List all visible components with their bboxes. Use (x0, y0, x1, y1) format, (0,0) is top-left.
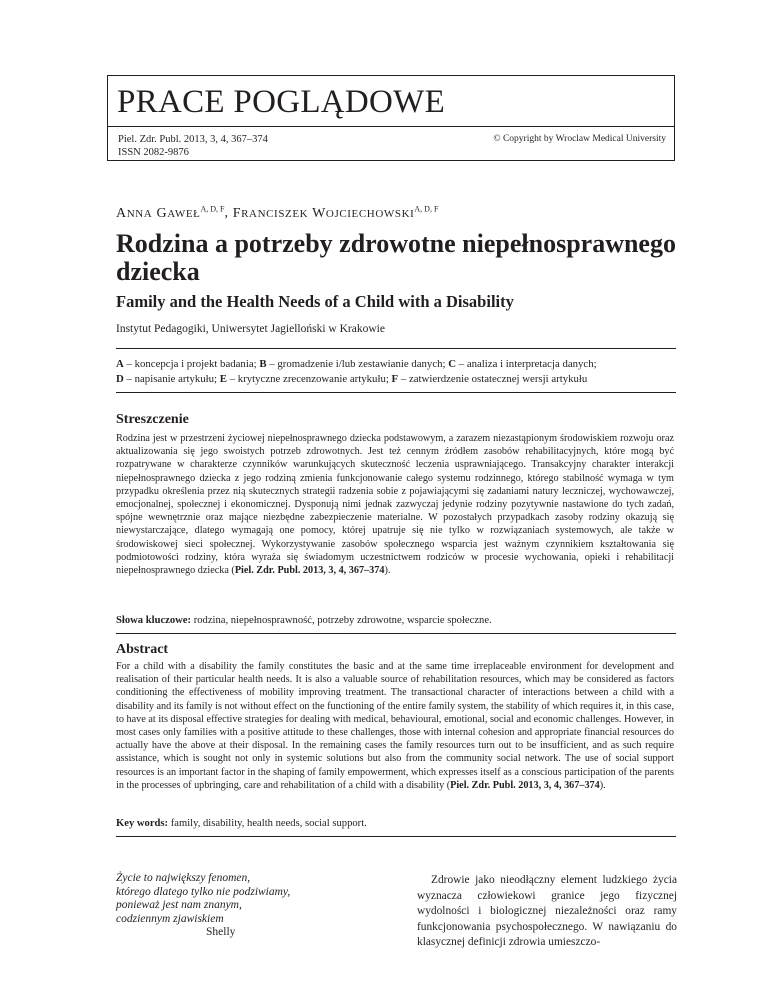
contributions-box: A – koncepcja i projekt badania; B – gromadzenie i/lub zestawianie danych; C – analiza i interpretacja danych; D – napisanie artykułu; E – krytyczne zrecenzowanie artykułu; F – zatwierdzenie ostatecznej wersji artykułu (116, 348, 676, 393)
article-title-english: Family and the Health Needs of a Child with a Disability (116, 292, 514, 311)
header-divider (108, 126, 674, 127)
author-contribution-sup: A, D, F (414, 204, 439, 213)
body-paragraph: Zdrowie jako nieodłączny element ludzkiego życia wyznacza człowiekowi granice jego fizycznej wydolności i biologicznej niezależności oraz ramy funkcjonowania psychospołecznego. W nawiązaniu do klasycznej definicji zdrowia umieszczo- (417, 874, 677, 949)
section-divider (116, 633, 676, 634)
journal-issn: ISSN 2082-9876 (118, 147, 189, 158)
keywords-polish: Słowa kluczowe: rodzina, niepełnosprawność, potrzeby zdrowotne, wsparcie społeczne. (116, 615, 492, 626)
journal-header-box (107, 75, 675, 161)
epigraph-author: Shelly (206, 926, 236, 939)
author-list: ANNA $GAWEŁ^{A, D, F}$, FRANCISZEK $WOJCIECHOWSKI^{A, D, F}$ (116, 204, 439, 221)
streszczenie-text: Rodzina jest w przestrzeni życiowej niepełnosprawnego dziecka podstawowym, a zarazem niezastąpionym środowiskiem rozwoju oraz aktualizowania się jego swoistych potrzeb zdrowotnych. Jest też cennym źródłem zasobów rehabilitacyjnych, które mogą być rozpatrywane w charakterze czynników warunkujących skuteczność leczenia usprawniającego. Transakcyjny charakter interakcji niepełnosprawnego dziecka z jego rodziną zmienia funkcjonowanie całego systemu rodzinnego, którego stabilność wymaga w tym przypadku określenia przez nią skutecznych strategii radzenia sobie z pojawiającymi się zadaniami natury leczniczej, wychowawczej, emocjonalnej, społecznej i ekonomicznej. Dysponują nimi jednak zazwyczaj jedynie rodziny pozytywnie nastawione do tych zadań, spójne wewnętrznie oraz mające niezbędne zabezpieczenie materialne. W pozostałych przypadkach zasoby rodziny okazują się niewystarczające, dlatego wymagają one pomocy, której upatruje się nie tylko w rozwiązaniach systemowych, ale także w środowiskowej sieci społecznej. Wykorzystywanie zasobów społecznego wsparcia jest ważnym czynnikiem kształtowania się podmiotowości rodziny, która wyraża się świadomym uczestnictwem rodziców w procesie wychowania, opieki i rehabilitacji niepełnosprawnego dziecka (Piel. Zdr. Publ. 2013, 3, 4, 367–374). (116, 433, 674, 577)
author-contribution-sup: A, D, F (200, 204, 225, 213)
abstract-heading: Abstract (116, 642, 169, 657)
author-franciszek-wojciechowski: FRANCISZEK $WOJCIECHOWSKI^{A, D, F}$ (232, 204, 439, 221)
abstract-text: For a child with a disability the family constitutes the basic and at the same time irreplaceable environment for development and realisation of their particular health needs. It is also a valuable source of rehabilitation resources, which may be considered as factors conditioning the effectiveness of mobility improving treatment. The transactional character of interactions between a child with a disability and its family is not without effect on the functioning of the entire family system, the stability of which requires it, in this case, to have at its disposal effective strategies for dealing with medical, behavioural, emotional, social and economic challenges. However, in most cases only families with a positive attitude to these challenges, those with internal cohesion and appropriate financial resources do actually have the above at their disposal. In the remaining cases the family resources turn out to be insufficient, and as such require assistance, which is sought not only in systemic solutions but also from the community social network. The use of social support resources is an important factor in the shaping of family empowerment, which expresses itself as a conscious participation of the parents in the processes of upbringing, care and rehabilitation of a child with a disability (Piel. Zdr. Publ. 2013, 3, 4, 367–374). (116, 661, 674, 791)
keywords-english: Key words: family, disability, health needs, social support. (116, 818, 367, 829)
author-anna-gawel: ANNA $GAWEŁ^{A, D, F}$ (116, 204, 225, 221)
copyright-notice: © Copyright by Wroclaw Medical University (493, 134, 666, 144)
affiliation: Instytut Pedagogiki, Uniwersytet Jagielloński w Krakowie (116, 323, 385, 335)
journal-citation: Piel. Zdr. Publ. 2013, 3, 4, 367–374 (118, 134, 268, 145)
journal-reference (118, 133, 268, 159)
epigraph: Życie to największy fenomen, którego dlatego tylko nie podziwiamy, ponieważ jest nam znanym, codziennym zjawiskiem Shelly (116, 872, 316, 940)
streszczenie-heading: Streszczenie (116, 412, 189, 427)
article-title-polish: Rodzina a potrzeby zdrowotne niepełnosprawnego dziecka (116, 229, 676, 286)
section-type: PRACE POGLĄDOWE (117, 84, 446, 120)
section-divider (116, 836, 676, 837)
